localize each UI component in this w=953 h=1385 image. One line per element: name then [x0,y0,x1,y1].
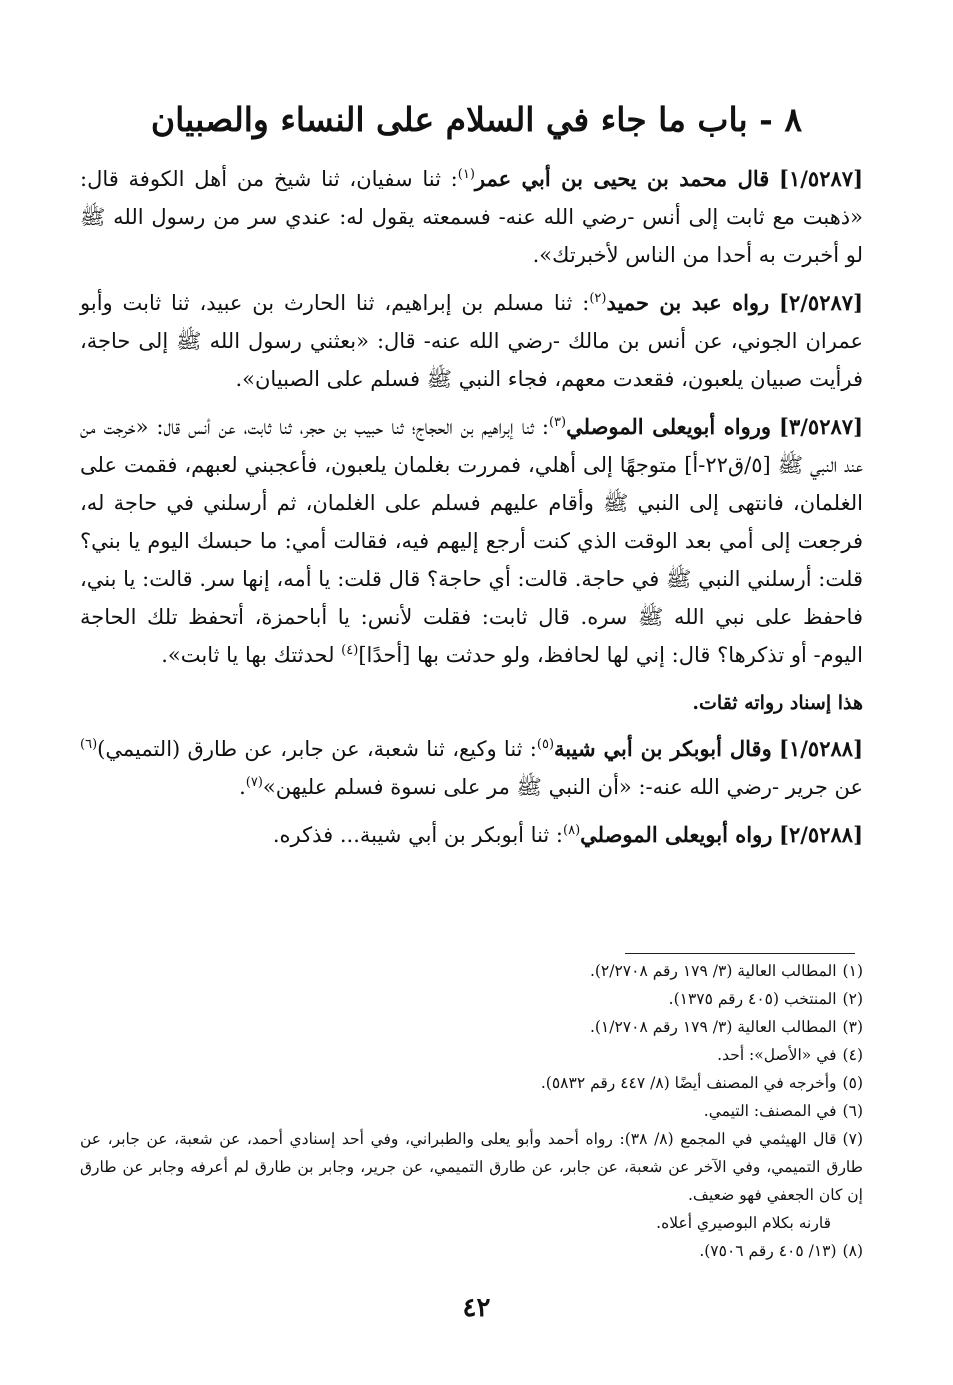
hadith-text: : ثنا أبوبكر بن أبي شيبة... فذكره. [272,823,563,847]
footnote [80,1237,863,1265]
hadith-text: عن جرير -رضي الله عنه-: «أن النبي ﷺ مر على نسوة فسلم عليهن» [262,775,863,799]
hadith-text: لحدثتك بها يا ثابت». [161,643,342,667]
narrator: وقال أبوبكر بن أبي شيبة [554,736,772,761]
footnote-number: (٣) [842,1018,863,1036]
footnote [80,1069,863,1097]
hadith-entry [80,408,863,674]
hadith-reference: [٢/٥٢٨٧] [779,290,863,315]
hadith-entry [80,730,863,806]
footnote [80,1097,863,1125]
hadith-text: : ثنا سفيان، ثنا شيخ من أهل الكوفة قال: «ذهبت مع ثابت إلى أنس -رضي الله عنه- فسمعته يقول له: عندي سر من رسول الله ﷺ لو أخبرت به أحدا من الناس لأخبرتك». [80,167,863,267]
footnote-continuation: قارنه بكلام البوصيري أعلاه. [656,1214,831,1232]
footnote-text: (١٣/ ٤٠٥ رقم ٧٥٠٦). [699,1242,837,1260]
footnotes [80,957,863,1265]
footnote-marker: (٨) [563,823,581,838]
footnote-text: قال الهيثمي في المجمع (٨/ ٣٨): رواه أحمد وأبو يعلى والطبراني، وفي أحد إسنادي أحمد، عن شعبة، عن جابر، عن طارق التميمي، وفي الآخر عن شعبة، عن جابر، عن طارق التميمي، عن جرير، وجابر بن طارق لم أعرفه وجابر عن طارق إن كان الجعفي فهو ضعيف. [80,1130,863,1204]
footnote-number: (٤) [842,1046,863,1064]
footnote [80,957,863,985]
footnote-text: في «الأصل»: أحد. [717,1046,837,1064]
footnote-number: (١) [842,962,863,980]
footnote-marker: (٤) [341,643,359,658]
footnote [80,985,863,1013]
narrator: رواه أبويعلى الموصلي [580,822,773,847]
footnote-marker: (٥) [536,737,555,752]
hadith-entry [80,816,863,854]
footnote-divider [625,953,855,954]
hadith-entry [80,160,863,274]
hadith-text: : ثنا مسلم بن إبراهيم، ثنا الحارث بن عبيد، ثنا ثابت وأبو عمران الجوني، عن أنس بن مالك -رضي الله عنه- قال: «بعثني رسول الله ﷺ إلى حاجة، فرأيت صبيان يلعبون، فقعدت معهم، فجاء النبي ﷺ فسلم على الصبيان». [80,291,863,391]
hadith-reference: [١/٥٢٨٨] [779,736,863,761]
hadith-reference: [١/٥٢٨٧] [779,166,863,191]
narrator: رواه عبد بن حميد [606,290,770,315]
page-number: ٤٢ [462,1293,491,1323]
footnote-text: المطالب العالية (٣/ ١٧٩ رقم ٢/٢٧٠٨). [589,962,837,980]
footnote-number: (٦) [842,1102,863,1120]
footnote-number: (٥) [842,1074,863,1092]
narrator: ورواه أبويعلى الموصلي [566,414,772,439]
footnote-text: وأخرجه في المصنف أيضًا (٨/ ٤٤٧ رقم ٥٨٣٢). [540,1074,837,1092]
footnote-text: المنتخب (٤٠٥ رقم ١٣٧٥). [668,990,837,1008]
footnote-marker: (٣) [548,415,567,430]
footnote-marker: (٢) [589,291,607,306]
footnote [80,1013,863,1041]
footnote-number: (٢) [842,990,863,1008]
narrator: قال محمد بن يحيى بن أبي عمر [474,166,770,191]
footnote-marker: (١) [457,167,475,182]
main-text [80,160,863,864]
hadith-reference: [٢/٥٢٨٨] [779,822,863,847]
footnote-marker: (٦) [80,737,98,752]
hadith-text: : ثنا وكيع، ثنا شعبة، عن جابر، عن طارق (التميمي) [97,737,537,761]
footnote [80,1041,863,1069]
hadith-text: . [239,775,246,799]
footnote [80,1125,863,1209]
footnote-marker: (٧) [245,775,263,790]
hadith-reference: [٣/٥٢٨٧] [779,414,863,439]
hadith-text: : ثنا إبراهيم بن الحجاج؛ ثنا حبيب بن حجر، ثنا ثابت، عن أنس قال: «خرجت من عند النبي ﷺ [٥/ق٢٢-أ] متوجهًا إلى أهلي، فمررت بغلمان يلعبون، فأعجبني لعبهم، فقمت على الغلمان، فانتهى إلى النبي ﷺ وأقام عليهم فسلم على الغلمان، ثم أرسلني في حاجة له، فرجعت إلى أمي بعد الوقت الذي كنت أرجع إليهم فيه، فقالت أمي: ما حبسك اليوم يا بني؟ قلت: أرسلني النبي ﷺ في حاجة. قالت: أي حاجة؟ قال قلت: يا أمه، إنها سر. قالت: يا بني، فاحفظ على نبي الله ﷺ سره. قال ثابت: فقلت لأنس: يا أباحمزة، أتحفظ تلك الحاجة اليوم- أو تذكرها؟ قال: إني لها لحافظ، ولو حدثت بها [أحدًا] [80,415,863,667]
chapter-title: ٨ - باب ما جاء في السلام على النساء والصبيان [150,100,803,139]
footnote-text: في المصنف: التيمي. [703,1102,837,1120]
footnote-number: (٨) [842,1242,863,1260]
footnote-number: (٧) [842,1130,863,1148]
isnad-grading: هذا إسناد رواته ثقات. [692,692,863,714]
footnote-text: المطالب العالية (٣/ ١٧٩ رقم ١/٢٧٠٨). [589,1018,837,1036]
hadith-entry [80,284,863,398]
